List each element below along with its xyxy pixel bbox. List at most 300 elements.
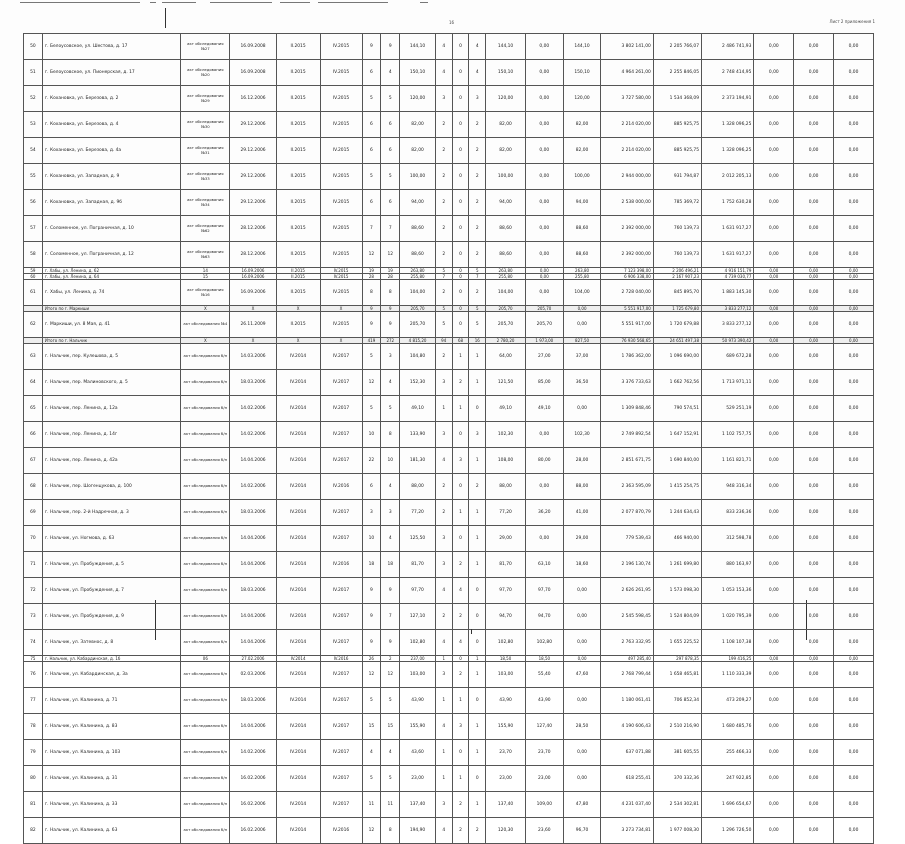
cell-y2: IV.2015 [320, 34, 362, 60]
cell-h: 0,00 [525, 526, 563, 552]
cell-y1: IV.2014 [276, 740, 320, 766]
cell-g: 88,60 [486, 216, 526, 242]
cell-g: 18,50 [486, 656, 526, 662]
cell-e: 2 [452, 552, 469, 578]
cell-i: 0,00 [563, 688, 601, 714]
page-number: 16 [449, 20, 455, 25]
cell-a: 5 [362, 396, 381, 422]
cell-d: 2 [435, 138, 452, 164]
cell-addr: г. Нальчик, пер. Шогенцукова, д. 100 [42, 474, 180, 500]
cell-o: 0,00 [794, 164, 834, 190]
cell-c: 82,00 [400, 112, 436, 138]
cell-date: 16.09.2008 [230, 60, 276, 86]
cell-y2: IV.2017 [320, 422, 362, 448]
cell-addr: г. Нальчик, пер. Ленина, д. 42а [42, 448, 180, 474]
cell-m: 0,00 [754, 338, 794, 344]
cell-f: 2 [469, 242, 486, 268]
cell-f: 1 [469, 344, 486, 370]
pen-mark [471, 629, 477, 634]
cell-addr: г. Кохановка, ул. Западная, д. 9б [42, 190, 180, 216]
cell-y2: IV.2017 [320, 448, 362, 474]
cell-a: 6 [362, 190, 381, 216]
cell-h: 0,00 [525, 190, 563, 216]
cell-l: 255 466,33 [701, 740, 753, 766]
cell-p: 0,00 [834, 792, 874, 818]
cell-j: 3 802 141,00 [601, 34, 653, 60]
cell-n: 60 [24, 274, 43, 280]
cell-e: 1 [452, 396, 469, 422]
cell-c: 237,00 [400, 656, 436, 662]
cell-addr: г. Нальчик, ул. Ногмова, д. 63 [42, 526, 180, 552]
cell-i: 827,50 [563, 338, 601, 344]
cell-y2: IV.2017 [320, 578, 362, 604]
cell-h: 109,00 [525, 792, 563, 818]
cell-b: 7 [381, 604, 400, 630]
cell-f: 0 [469, 578, 486, 604]
cell-m: 0,00 [754, 422, 794, 448]
cell-y1: IV.2014 [276, 552, 320, 578]
cell-p: 0,00 [834, 818, 874, 844]
cell-h: 0,00 [525, 164, 563, 190]
cell-b: 5 [381, 86, 400, 112]
cell-a: 7 [362, 216, 381, 242]
cell-i: 88,00 [563, 474, 601, 500]
cell-date: 28.12.2006 [230, 242, 276, 268]
cell-date: 14.04.2006 [230, 526, 276, 552]
cell-e: 0 [452, 422, 469, 448]
table-body [24, 34, 874, 844]
cell-l: 1 102 757,75 [701, 422, 753, 448]
cell-k: 466 940,00 [653, 526, 701, 552]
cell-a: 5 [362, 344, 381, 370]
cell-b: 8 [381, 422, 400, 448]
cell-p: 0,00 [834, 306, 874, 312]
cell-m: 0,00 [754, 164, 794, 190]
cell-i: 0,00 [563, 656, 601, 662]
cell-j: 76 930 568,65 [601, 338, 653, 344]
cell-o: 0,00 [794, 268, 834, 274]
cell-m: 0,00 [754, 792, 794, 818]
cell-act: акт обследования б/н [181, 792, 230, 818]
cell-f: 0 [469, 604, 486, 630]
cell-h: 1 973,00 [525, 338, 563, 344]
cell-f: 2 [469, 190, 486, 216]
cell-h: 80,00 [525, 448, 563, 474]
cell-addr: г. Нальчик, ул. Калинина, д. 71 [42, 688, 180, 714]
cell-m: 0,00 [754, 500, 794, 526]
cell-f: 1 [469, 370, 486, 396]
cell-addr: г. Нальчик, ул. Калинина, д. 31 [42, 766, 180, 792]
cell-m: 0,00 [754, 474, 794, 500]
cell-addr: г. Нальчик, ул. Кабардинская, д. 3а [42, 662, 180, 688]
cell-j: 7 123 398,00 [601, 268, 653, 274]
cell-i: 0,00 [563, 396, 601, 422]
cell-f: 1 [469, 714, 486, 740]
cell-p: 0,00 [834, 448, 874, 474]
table-row [24, 164, 874, 190]
cell-act: акт обследования №20 [181, 60, 230, 86]
cell-i: 88,60 [563, 216, 601, 242]
cell-c: 88,00 [400, 474, 436, 500]
table-row [24, 688, 874, 714]
cell-j: 6 906 338,00 [601, 274, 653, 280]
cell-b: 11 [381, 792, 400, 818]
cell-act: акт обследования б/н [181, 714, 230, 740]
cell-h: 43,90 [525, 688, 563, 714]
cell-p: 0,00 [834, 604, 874, 630]
cell-d: 4 [435, 630, 452, 656]
cell-y2: IV.2015 [320, 164, 362, 190]
cell-g: 64,00 [486, 344, 526, 370]
cell-y1: IV.2014 [276, 500, 320, 526]
cell-a: 9 [362, 630, 381, 656]
table-row [24, 280, 874, 306]
cell-n: 55 [24, 164, 43, 190]
cell-a: 26 [362, 656, 381, 662]
cell-addr: г. Нальчик, пер. Ленина, д. 12а [42, 396, 180, 422]
cell-e: 0 [452, 474, 469, 500]
cell-k: 1 534 368,09 [653, 86, 701, 112]
cell-f: 1 [469, 662, 486, 688]
cell-h: 0,00 [525, 86, 563, 112]
cell-n: 82 [24, 818, 43, 844]
cell-a: 12 [362, 818, 381, 844]
cell-p: 0,00 [834, 370, 874, 396]
cell-j: 2 196 130,74 [601, 552, 653, 578]
cell-d: 3 [435, 370, 452, 396]
cell-j: 5 551 917,00 [601, 306, 653, 312]
cell-n: 65 [24, 396, 43, 422]
cell-f: 2 [469, 216, 486, 242]
cell-y2: IV.2017 [320, 662, 362, 688]
cell-g: 23,70 [486, 740, 526, 766]
cell-k: 1 690 840,00 [653, 448, 701, 474]
cell-date: 29.12.2006 [230, 138, 276, 164]
cell-y1: X [276, 338, 320, 344]
cell-m: 0,00 [754, 312, 794, 338]
cell-y2: IV.2017 [320, 396, 362, 422]
cell-g: 82,00 [486, 138, 526, 164]
cell-a: 18 [362, 552, 381, 578]
cell-l: 1 696 654,67 [701, 792, 753, 818]
cell-n: 67 [24, 448, 43, 474]
cell-n: 80 [24, 766, 43, 792]
cell-n: 74 [24, 630, 43, 656]
table-row [24, 344, 874, 370]
cell-y1: II.2015 [276, 86, 320, 112]
cell-o: 0,00 [794, 818, 834, 844]
cell-h: 205,70 [525, 312, 563, 338]
cell-p: 0,00 [834, 268, 874, 274]
cell-y2: IV.2017 [320, 630, 362, 656]
cell-y2: IV.2015 [320, 190, 362, 216]
cell-g: 144,10 [486, 34, 526, 60]
cell-p: 0,00 [834, 60, 874, 86]
cell-a: 5 [362, 766, 381, 792]
cell-k: 845 895,70 [653, 280, 701, 306]
table-row [24, 396, 874, 422]
cell-i: 0,00 [563, 604, 601, 630]
cell-addr: г. Кохановка, ул. Березова, д. 4а [42, 138, 180, 164]
cell-act: X [181, 306, 230, 312]
cell-c: 104,00 [400, 280, 436, 306]
cell-act: акт обследования б/н [181, 422, 230, 448]
cell-date: 26.11.2009 [230, 312, 276, 338]
cell-addr: г. Соломенное, ул. Пограничная, д. 10 [42, 216, 180, 242]
table-row [24, 216, 874, 242]
cell-act: X [181, 338, 230, 344]
cell-b: 15 [381, 714, 400, 740]
cell-l: 529 251,19 [701, 396, 753, 422]
cell-o: 0,00 [794, 630, 834, 656]
cell-p: 0,00 [834, 216, 874, 242]
cell-d: 3 [435, 552, 452, 578]
cell-addr: г. Нальчик, ул. Пробуждения, д. 7 [42, 578, 180, 604]
cell-h: 0,00 [525, 242, 563, 268]
cell-f: 2 [469, 474, 486, 500]
cell-j: 2 626 261,95 [601, 578, 653, 604]
cell-o: 0,00 [794, 422, 834, 448]
cell-i: 102,30 [563, 422, 601, 448]
cell-act: 14 [181, 268, 230, 274]
cell-a: 419 [362, 338, 381, 344]
cell-addr: г. Нальчик, ул. Кабардинская, д. 1б [42, 656, 180, 662]
cell-k: 2 534 302,81 [653, 792, 701, 818]
cell-f: 16 [469, 338, 486, 344]
cell-y2: IV.2015 [320, 138, 362, 164]
cell-l: 1 883 145,30 [701, 280, 753, 306]
cell-date: 14.02.2006 [230, 474, 276, 500]
cell-p: 0,00 [834, 274, 874, 280]
cell-date: 14.04.2006 [230, 714, 276, 740]
cell-i: 94,00 [563, 190, 601, 216]
cell-o: 0,00 [794, 344, 834, 370]
cell-n: 52 [24, 86, 43, 112]
cell-date: 29.12.2006 [230, 112, 276, 138]
cell-o: 0,00 [794, 766, 834, 792]
cell-m: 0,00 [754, 688, 794, 714]
cell-j: 3 727 580,00 [601, 86, 653, 112]
cell-addr: г. Нальчик, ул. Калинина, д. 63 [42, 818, 180, 844]
cell-b: 9 [381, 578, 400, 604]
cell-k: 1 658 465,81 [653, 662, 701, 688]
cell-m: 0,00 [754, 34, 794, 60]
cell-k: 2 510 216,90 [653, 714, 701, 740]
cell-y1: IV.2014 [276, 604, 320, 630]
cell-e: 2 [452, 818, 469, 844]
cell-y2: IV.2017 [320, 766, 362, 792]
cell-l: 880 163,97 [701, 552, 753, 578]
table-row [24, 630, 874, 656]
cell-n: 57 [24, 216, 43, 242]
cell-act: акт обследования б/н [181, 500, 230, 526]
cell-d: 3 [435, 422, 452, 448]
cell-k: 1 261 699,80 [653, 552, 701, 578]
cell-c: 97,70 [400, 578, 436, 604]
cell-h: 0,00 [525, 60, 563, 86]
cell-a: 6 [362, 60, 381, 86]
cell-p: 0,00 [834, 338, 874, 344]
cell-e: 68 [452, 338, 469, 344]
cell-y1: IV.2014 [276, 422, 320, 448]
cell-i: 104,00 [563, 280, 601, 306]
cell-c: 205,70 [400, 312, 436, 338]
cell-c: 205,70 [400, 306, 436, 312]
cell-c: 49,10 [400, 396, 436, 422]
cell-date: 14.03.2006 [230, 344, 276, 370]
cell-act: акт обследования №27 [181, 34, 230, 60]
cell-y1: II.2015 [276, 280, 320, 306]
cell-l: 2 748 414,95 [701, 60, 753, 86]
cell-i: 47,80 [563, 792, 601, 818]
cell-c: 152,30 [400, 370, 436, 396]
cell-y2: IV.2017 [320, 604, 362, 630]
cell-b: 4 [381, 60, 400, 86]
cell-f: 5 [469, 306, 486, 312]
cell-p: 0,00 [834, 164, 874, 190]
cell-f: 5 [469, 268, 486, 274]
cell-i: 18,60 [563, 552, 601, 578]
cell-g: 102,80 [486, 630, 526, 656]
cell-g: 205,70 [486, 306, 526, 312]
cell-b: 4 [381, 740, 400, 766]
cell-a: 9 [362, 578, 381, 604]
cell-f: 1 [469, 500, 486, 526]
cell-n: 71 [24, 552, 43, 578]
cell-j: 4 231 037,40 [601, 792, 653, 818]
cell-f: 0 [469, 688, 486, 714]
cell-f: 2 [469, 280, 486, 306]
cell-h: 18,50 [525, 656, 563, 662]
cell-y1: II.2015 [276, 190, 320, 216]
cell-l: 1 296 726,50 [701, 818, 753, 844]
cell-m: 0,00 [754, 86, 794, 112]
cell-h: 0,00 [525, 138, 563, 164]
cell-n: 53 [24, 112, 43, 138]
cell-g: 137,40 [486, 792, 526, 818]
cell-p: 0,00 [834, 396, 874, 422]
cell-c: 181,30 [400, 448, 436, 474]
cell-act: акт обследования б/н [181, 526, 230, 552]
cell-c: 104,80 [400, 344, 436, 370]
cell-y2: IV.2017 [320, 740, 362, 766]
cell-l: 833 236,36 [701, 500, 753, 526]
cell-k: 760 139,73 [653, 216, 701, 242]
cell-p: 0,00 [834, 740, 874, 766]
cell-y1: II.2015 [276, 34, 320, 60]
cell-g: 88,60 [486, 242, 526, 268]
cell-b: 5 [381, 396, 400, 422]
cell-l: 1 053 153,36 [701, 578, 753, 604]
cell-j: 2 749 892,54 [601, 422, 653, 448]
cell-o: 0,00 [794, 656, 834, 662]
cell-b: 19 [381, 268, 400, 274]
cell-d: 4 [435, 818, 452, 844]
cell-e: 0 [452, 112, 469, 138]
cell-addr: г. Нальчик, ул. Пробуждения, д. 5 [42, 552, 180, 578]
cell-f: 3 [469, 86, 486, 112]
cell-l: 1 328 096,25 [701, 138, 753, 164]
cell-p: 0,00 [834, 344, 874, 370]
cell-date: 14.04.2006 [230, 630, 276, 656]
cell-n: 64 [24, 370, 43, 396]
cell-a: 28 [362, 274, 381, 280]
cell-l: 1 110 333,39 [701, 662, 753, 688]
cell-b: 4 [381, 526, 400, 552]
cell-date: 14.04.2006 [230, 552, 276, 578]
cell-a: 9 [362, 306, 381, 312]
cell-j: 779 539,43 [601, 526, 653, 552]
cell-n: 59 [24, 268, 43, 274]
cell-l: 1 108 107,38 [701, 630, 753, 656]
cell-o: 0,00 [794, 474, 834, 500]
cell-g: 121,50 [486, 370, 526, 396]
cell-g: 100,00 [486, 164, 526, 190]
cell-a: 5 [362, 86, 381, 112]
cell-k: 931 794,87 [653, 164, 701, 190]
cell-g: 103,00 [486, 662, 526, 688]
margin-line [165, 8, 166, 28]
cell-act: 15 [181, 274, 230, 280]
cell-n: 77 [24, 688, 43, 714]
cell-c: 155,90 [400, 714, 436, 740]
cell-h: 55,40 [525, 662, 563, 688]
cell-date: 18.03.2006 [230, 500, 276, 526]
cell-b: 2 [381, 656, 400, 662]
cell-date: 14.02.2006 [230, 740, 276, 766]
table-row [24, 112, 874, 138]
cell-g: 120,00 [486, 86, 526, 112]
cell-f: 0 [469, 630, 486, 656]
cell-n: 58 [24, 242, 43, 268]
cell-e: 0 [452, 280, 469, 306]
cell-act: акт обследования б/н [181, 662, 230, 688]
cell-f: 1 [469, 656, 486, 662]
cell-i: 37,00 [563, 344, 601, 370]
cell-e: 0 [452, 216, 469, 242]
cell-date: X [230, 306, 276, 312]
cell-a: 12 [362, 662, 381, 688]
cell-d: 2 [435, 190, 452, 216]
cell-a: 6 [362, 474, 381, 500]
cell-h: 63,10 [525, 552, 563, 578]
cell-c: 137,40 [400, 792, 436, 818]
cell-k: 2 167 907,23 [653, 274, 701, 280]
cell-f: 2 [469, 164, 486, 190]
cell-y1: X [276, 306, 320, 312]
cell-y2: IV.2015 [320, 274, 362, 280]
cell-act: акт обследования б/н [181, 604, 230, 630]
cell-d: 1 [435, 396, 452, 422]
cell-f: 0 [469, 766, 486, 792]
appendix-note: Лист 2 приложения 1 [829, 19, 875, 24]
cell-l: 312 598,78 [701, 526, 753, 552]
cell-l: 4 739 030,77 [701, 274, 753, 280]
cell-d: 3 [435, 662, 452, 688]
cell-d: 2 [435, 344, 452, 370]
cell-n: 69 [24, 500, 43, 526]
cell-p: 0,00 [834, 500, 874, 526]
cell-m: 0,00 [754, 604, 794, 630]
cell-p: 0,00 [834, 86, 874, 112]
cell-c: 127,10 [400, 604, 436, 630]
cell-o: 0,00 [794, 86, 834, 112]
cell-e: 0 [452, 656, 469, 662]
cell-y1: II.2015 [276, 268, 320, 274]
cell-k: 1 977 008,30 [653, 818, 701, 844]
cell-b: 28 [381, 274, 400, 280]
cell-o: 0,00 [794, 552, 834, 578]
